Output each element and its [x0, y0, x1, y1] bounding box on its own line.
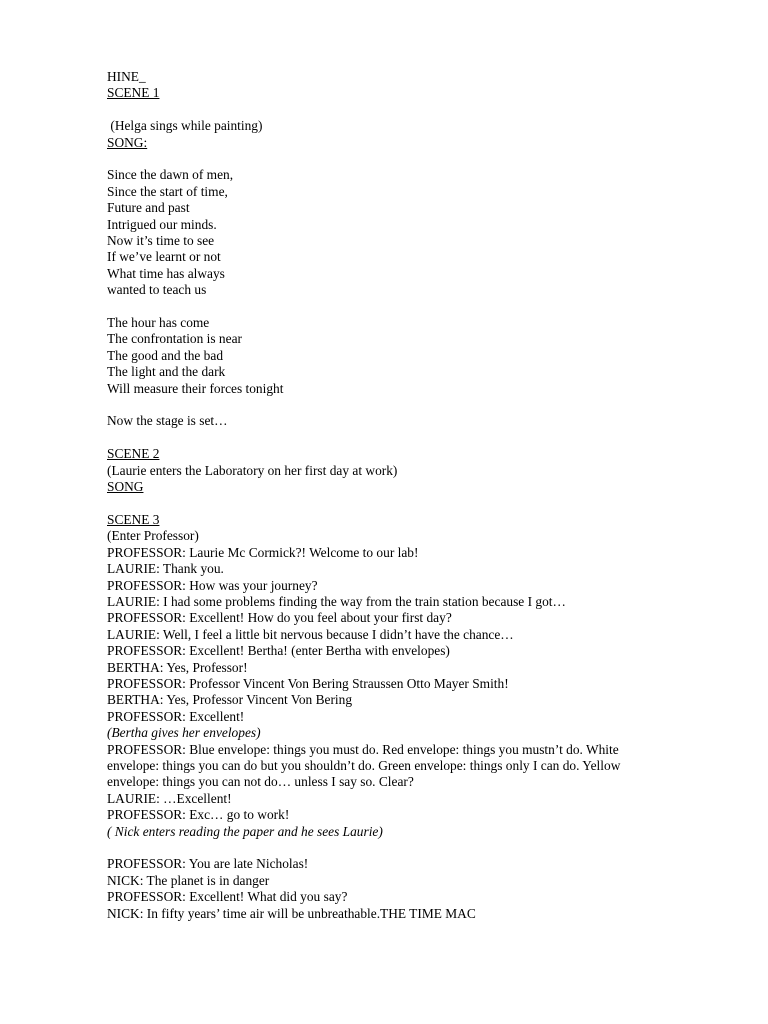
lyric-line: Intrigued our minds. [107, 216, 217, 232]
lyric-line: The good and the bad [107, 347, 224, 363]
dialogue-line: PROFESSOR: Laurie Mc Cormick?! Welcome to our lab! [107, 544, 419, 560]
lyric-line: What time has always [107, 265, 225, 281]
lyric-line: The confrontation is near [107, 331, 242, 347]
blank-line [107, 102, 647, 118]
dialogue-line: PROFESSOR: Excellent! What did you say? [107, 889, 348, 905]
scene-1-direction: (Helga sings while painting) [107, 118, 263, 134]
lyric-line: Now it’s time to see [107, 233, 215, 249]
dialogue-line: envelope: things you can do but you shouldn’t do. Green envelope: things only I can do. Yellow [107, 757, 621, 773]
song-verse-1 [107, 167, 647, 298]
lyric-line: The light and the dark [107, 364, 226, 380]
dialogue-line: NICK: The planet is in danger [107, 872, 270, 888]
dialogue-line: PROFESSOR: How was your journey? [107, 577, 318, 593]
dialogue-line: LAURIE: Well, I feel a little bit nervous because I didn’t have the chance… [107, 626, 514, 642]
blank-line [107, 495, 647, 511]
scene-1-song-label: SONG: [107, 134, 148, 150]
dialogue-line: BERTHA: Yes, Professor! [107, 659, 248, 675]
scene-1-heading: SCENE 1 [107, 85, 160, 101]
dialogue-line: LAURIE: …Excellent! [107, 790, 232, 806]
lyric-line: wanted to teach us [107, 282, 207, 298]
dialogue-line: PROFESSOR: Professor Vincent Von Bering Straussen Otto Mayer Smith! [107, 675, 509, 691]
dialogue-line: NICK: In fifty years’ time air will be unbreathable.THE TIME MAC [107, 905, 476, 921]
scene-1-closing: Now the stage is set… [107, 413, 228, 429]
dialogue-line: LAURIE: Thank you. [107, 561, 224, 577]
scene-2-song-label: SONG [107, 479, 144, 495]
stage-direction: (Bertha gives her envelopes) [107, 725, 261, 741]
dialogue-line: (Enter Professor) [107, 528, 199, 544]
lyric-line: Future and past [107, 200, 190, 216]
lyric-line: Will measure their forces tonight [107, 380, 284, 396]
blank-line [107, 151, 647, 167]
dialogue-line: PROFESSOR: You are late Nicholas! [107, 856, 309, 872]
dialogue-line: PROFESSOR: Excellent! [107, 708, 245, 724]
scene-3-heading: SCENE 3 [107, 511, 160, 527]
blank-line [107, 299, 647, 315]
blank-line [107, 840, 647, 856]
scene-2-direction: (Laurie enters the Laboratory on her first day at work) [107, 462, 398, 478]
dialogue-line: PROFESSOR: Exc… go to work! [107, 807, 290, 823]
dialogue-line: PROFESSOR: Excellent! Bertha! (enter Bertha with envelopes) [107, 643, 450, 659]
dialogue-line: BERTHA: Yes, Professor Vincent Von Bering [107, 692, 353, 708]
scene-3-dialogue [107, 528, 647, 922]
dialogue-line: envelope: things you can not do… unless I say so. Clear? [107, 774, 414, 790]
dialogue-line: LAURIE: I had some problems finding the way from the train station because I got… [107, 593, 566, 609]
blank-line [107, 397, 647, 413]
lyric-line: Since the start of time, [107, 183, 228, 199]
scene-2-heading: SCENE 2 [107, 446, 160, 462]
stage-direction: ( Nick enters reading the paper and he sees Laurie) [107, 823, 383, 839]
dialogue-line: PROFESSOR: Blue envelope: things you must do. Red envelope: things you mustn’t do. White [107, 741, 619, 757]
script-text [107, 69, 647, 922]
blank-line [107, 430, 647, 446]
song-verse-2 [107, 315, 647, 397]
lyric-line: If we’ve learnt or not [107, 249, 221, 265]
dialogue-line: PROFESSOR: Excellent! How do you feel about your first day? [107, 610, 452, 626]
lyric-line: Since the dawn of men, [107, 167, 234, 183]
document-title: HINE_ [107, 69, 146, 84]
lyric-line: The hour has come [107, 315, 210, 331]
